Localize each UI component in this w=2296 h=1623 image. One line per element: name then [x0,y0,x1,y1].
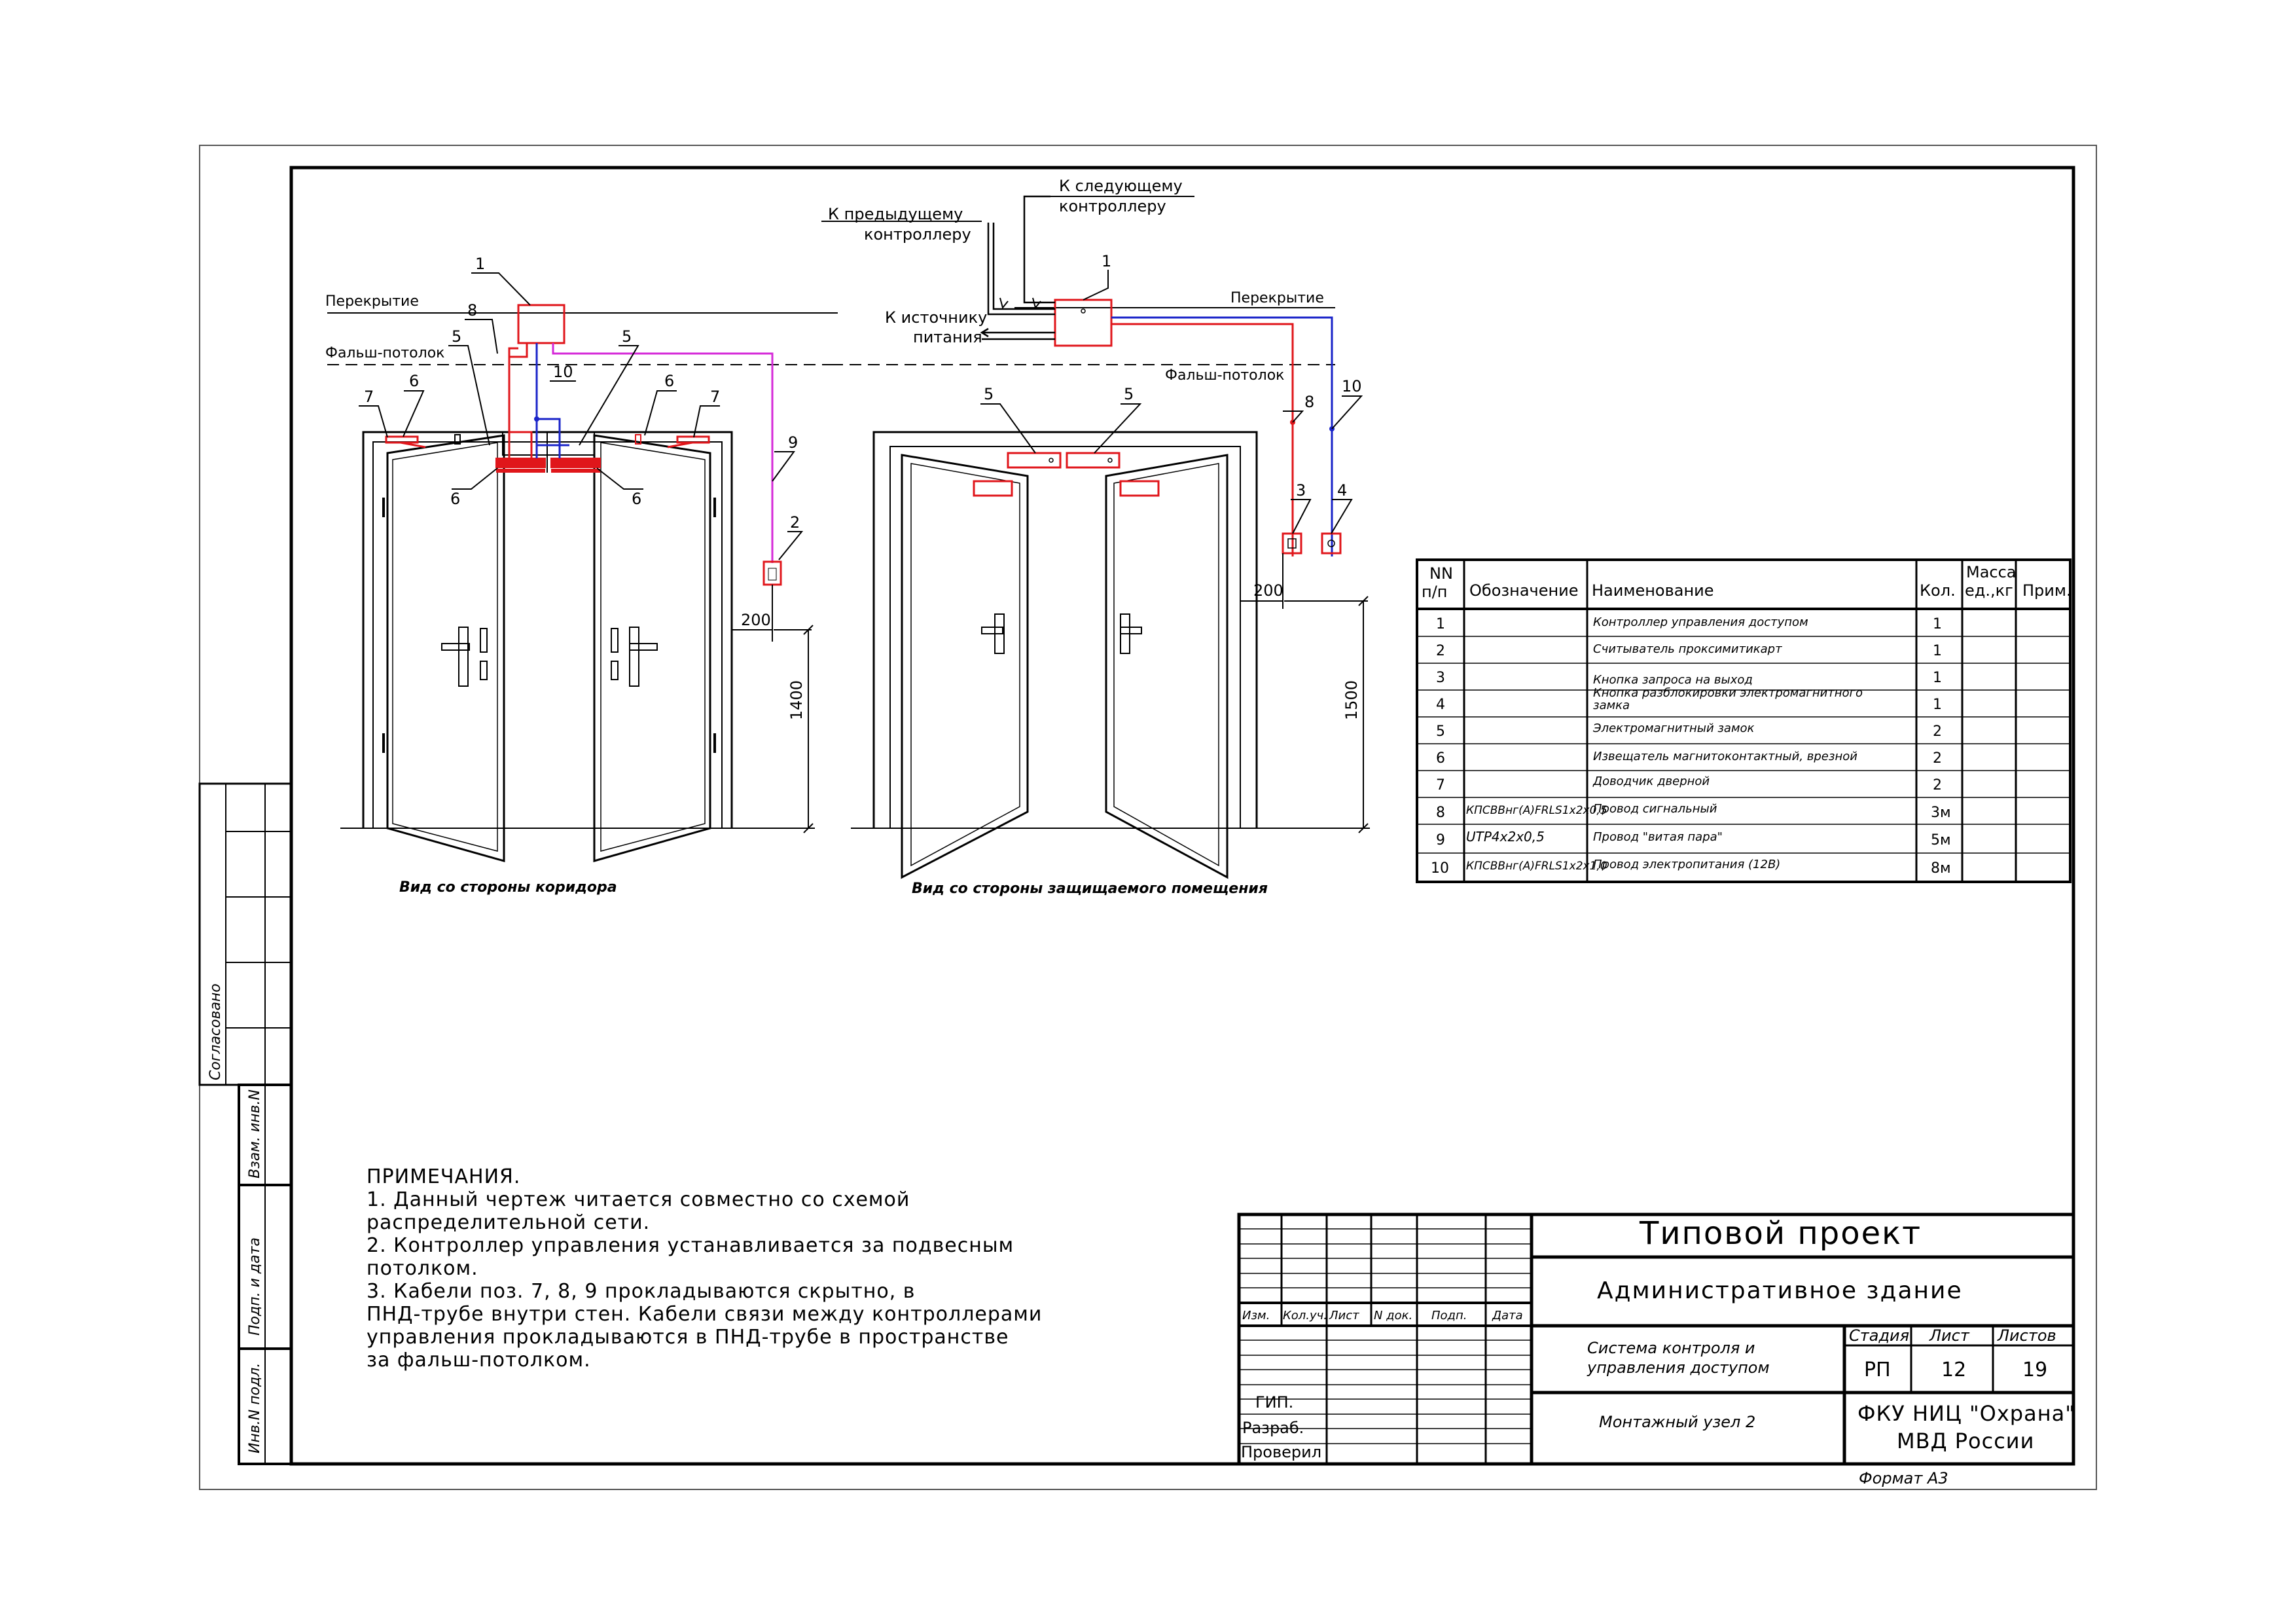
to-prev-label-1: К предыдущему [828,205,963,223]
door-closer-left [386,437,418,443]
corridor-view [325,255,838,896]
tb-col-data: Дата [1492,1309,1523,1322]
note-line-3: 2. Контроллер управления устанавливается за подвесным [367,1234,1014,1257]
floor-label: Перекрытие [325,293,419,310]
spec-row-10-name: Провод электропитания (12В) [1593,858,1781,871]
spec-row-4-qty: 1 [1933,697,1942,713]
spec-row-2-name: Считыватель проксимитикарт [1593,642,1782,656]
note-line-2: распределительной сети. [367,1211,651,1234]
room-em-lock-left [1008,453,1060,467]
spec-row-5-n: 5 [1436,723,1445,740]
callout-6c-left: 6 [450,490,461,508]
tb-checked: Проверил [1241,1443,1322,1461]
ceiling-label-right: Фальш-потолок [1165,367,1285,384]
spec-header-qty: Кол. [1920,581,1956,600]
note-line-4: потолком. [367,1257,478,1280]
dim-1400-text: 1400 [787,680,806,720]
callout-5a-left: 5 [452,327,462,346]
spec-row-10-des: КПСВВнг(А)FRLS1х2х1,0 [1466,860,1607,873]
bus-prev [988,223,1055,314]
spec-row-6-name: Извещатель магнитоконтактный, врезной [1593,750,1857,763]
spec-row-3-n: 3 [1436,670,1445,686]
spec-header-name: Наименование [1592,581,1714,600]
callout-2-left: 2 [790,513,800,532]
to-prev-label-2: контроллеру [864,225,971,244]
spec-row-7-qty: 2 [1933,777,1942,793]
note-line-7: управления прокладываются в ПНД-трубе в пространстве [367,1326,1009,1349]
note-line-8: за фальш-потолком. [367,1349,591,1372]
callout-8-left: 8 [467,301,478,319]
room-signal-wire-8 [1111,324,1293,556]
floor-label-right: Перекрытие [1230,290,1324,306]
spec-rows [1431,615,1951,877]
spec-row-7-name: Доводчик дверной [1593,775,1710,788]
left-lock-plate [459,627,468,686]
tb-org-2: МВД России [1897,1429,2035,1453]
spec-row-6-qty: 2 [1933,750,1942,767]
left-handle [442,644,469,650]
callout-6b-left: 6 [664,372,675,390]
room-view [821,177,1370,897]
spec-row-5-qty: 2 [1933,723,1942,740]
door-closer-right [677,437,709,443]
callout-6d-left: 6 [632,490,642,508]
spec-row-5-name: Электромагнитный замок [1593,721,1755,735]
tb-system-1: Система контроля и [1587,1339,1755,1357]
spec-row-4-name2: замка [1593,699,1630,712]
spec-row-1-n: 1 [1436,616,1445,632]
spec-header-mass: Масса [1966,563,2017,581]
tb-stage-value: РП [1864,1359,1891,1381]
right-handle [630,644,657,650]
callout-7b-left: 7 [710,388,721,406]
tb-stage-header: Стадия [1849,1326,1910,1345]
tb-col-list: Лист [1329,1309,1359,1322]
spec-header [1422,563,2072,601]
room-view-caption: Вид со стороны защищаемого помещения [912,881,1268,897]
callout-5b-right: 5 [1124,385,1134,403]
note-line-6: ПНД-трубе внутри стен. Кабели связи между контроллерами [367,1303,1043,1326]
callout-6a-left: 6 [409,372,420,390]
callout-1-left: 1 [475,255,486,273]
em-lock-right [551,458,600,467]
corridor-view-caption: Вид со стороны коридора [399,879,617,896]
room-right-leaf [1106,455,1227,877]
spec-row-2-qty: 1 [1933,643,1942,659]
notes-title: ПРИМЕЧАНИЯ. [367,1165,521,1188]
spec-row-2-n: 2 [1436,643,1445,659]
callout-9-left: 9 [788,433,798,452]
ceiling-label: Фальш-потолок [325,345,445,361]
em-lock-left [496,458,545,467]
armature-left [974,481,1012,496]
spec-header-mass-unit: ед.,кг [1965,581,2013,600]
note-line-1: 1. Данный чертеж читается совместно со схемой [367,1188,910,1211]
spec-row-1-qty: 1 [1933,616,1942,632]
spec-row-9-des: UTP4х2х0,5 [1466,829,1545,845]
spec-header-pn: п/п [1422,583,1448,601]
spec-header-designation: Обозначение [1469,581,1579,600]
callout-3-right: 3 [1296,481,1306,500]
tb-col-podp: Подп. [1431,1309,1467,1322]
controller-right [1055,300,1111,346]
tb-col-koluch: Кол.уч. [1283,1309,1328,1322]
spec-row-1-name: Контроллер управления доступом [1593,615,1808,629]
spec-row-4-n: 4 [1436,697,1445,713]
spec-row-10-n: 10 [1431,860,1449,877]
tb-col-izm: Изм. [1242,1309,1270,1322]
tb-org-1: ФКУ НИЦ "Охрана" [1857,1401,2075,1426]
armature-right [1121,481,1158,496]
room-em-lock-right [1067,453,1119,467]
inv-sub-label: Взам. инв.N [247,1089,263,1178]
door-frame-right [874,432,1257,828]
format-label: Формат А3 [1859,1469,1948,1487]
tb-sheets-value: 19 [2022,1359,2048,1381]
sign-date-label: Подп. и дата [247,1237,263,1336]
to-next-label-2: контроллеру [1059,197,1166,215]
dim-200-right-text: 200 [1253,581,1283,600]
inv-orig-label: Инв.N подл. [247,1362,263,1453]
card-reader [764,562,781,585]
notes-block [367,1165,1042,1372]
callout-8-right: 8 [1304,393,1315,411]
title-block-text [1241,1215,2075,1461]
tb-sheet-value: 12 [1941,1359,1967,1381]
callout-10-right: 10 [1342,377,1362,395]
side-stamp [200,784,291,1464]
callout-10-left: 10 [553,363,573,381]
spec-row-8-des: КПСВВнг(А)FRLS1х2х0,5 [1466,804,1607,817]
controller-left [518,305,564,343]
spec-row-8-name: Провод сигнальный [1593,802,1717,816]
callout-1-right: 1 [1102,252,1112,270]
bus-next [1024,196,1055,302]
callout-7a-left: 7 [364,388,374,406]
tb-col-ndok: N док. [1374,1309,1413,1322]
tb-node: Монтажный узел 2 [1599,1413,1756,1431]
to-power-label-1: К источнику [885,308,988,327]
room-left-leaf [902,455,1028,877]
dim-200-left-text: 200 [741,611,771,629]
spec-header-note: Прим. [2022,581,2072,600]
to-power-label-2: питания [913,328,982,346]
spec-row-3-name: Кнопка запроса на выход [1593,673,1753,687]
tb-system-2: управления доступом [1587,1359,1770,1377]
agreed-label: Согласовано [207,983,224,1080]
to-next-label-1: К следующему [1059,177,1183,195]
spec-row-3-qty: 1 [1933,670,1942,686]
spec-row-10-qty: 8м [1931,860,1951,877]
note-line-5: 3. Кабели поз. 7, 8, 9 прокладываются скрытно, в [367,1280,916,1303]
tb-building: Административное здание [1597,1277,1963,1304]
spec-row-9-n: 9 [1436,832,1445,848]
spec-header-nn: NN [1429,564,1453,583]
spec-row-7-n: 7 [1436,777,1445,793]
tb-developed: Разраб. [1242,1419,1304,1437]
spec-row-8-n: 8 [1436,805,1445,821]
spec-row-4-name: Кнопка разблокировки электромагнитного [1593,686,1863,700]
dim-1500-text: 1500 [1342,680,1361,720]
spec-row-8-qty: 3м [1931,805,1951,821]
drawing-frame [291,168,2073,1464]
callout-5a-right: 5 [984,385,994,403]
tb-gip: ГИП. [1255,1393,1294,1412]
spec-row-9-qty: 5м [1931,832,1951,848]
spec-row-9-name: Провод "витая пара" [1593,830,1723,844]
tb-sheet-header: Лист [1929,1326,1969,1345]
door-frame [363,432,732,828]
tb-sheets-header: Листов [1998,1326,2056,1345]
callout-4-right: 4 [1337,481,1348,500]
callout-5b-left: 5 [622,327,632,346]
tb-project-title: Типовой проект [1640,1215,1922,1252]
spec-row-6-n: 6 [1436,750,1445,767]
right-lock-plate [630,627,639,686]
